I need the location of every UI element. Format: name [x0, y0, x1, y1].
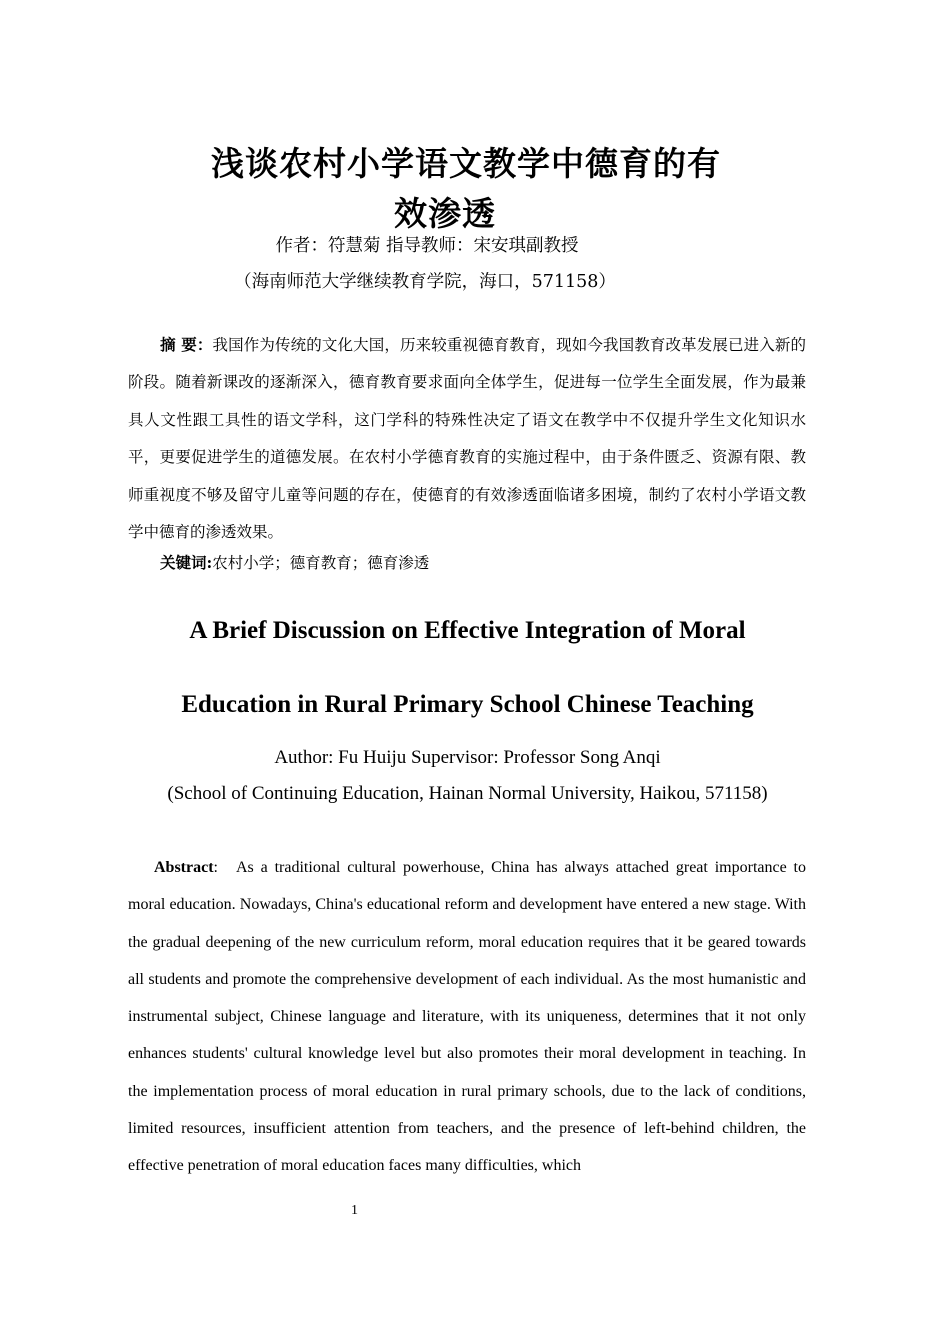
cn-keywords [160, 549, 429, 577]
en-title-line2: Education in Rural Primary School Chinese Teaching [181, 691, 754, 718]
page-number: 1 [351, 1203, 358, 1218]
cn-abstract-text: 我国作为传统的文化大国，历来较重视德育教育，现如今我国教育改革发展已进入新的阶段。随着新课改的逐渐深入，德育教育要求面向全体学生，促进每一位学生全面发展，作为最兼具人文性跟工具性的语文学科，这门学科的特殊性决定了语文在教学中不仅提升学生文化知识水平，更要促进学生的道德发展。在农村小学德育教育的实施过程中，由于条件匮乏、资源有限、教师重视度不够及留守儿童等问题的存在，使德育的有效渗透面临诸多困境，制约了农村小学语文教学中德育的渗透效果。 [128, 336, 806, 542]
en-affiliation-line: (School of Continuing Education, Hainan Normal University, Haikou, 571158) [167, 783, 768, 804]
cn-keywords-label: 关键词: [160, 553, 213, 572]
cn-author-line: 作者：符慧菊 指导教师：宋安琪副教授 [275, 236, 579, 256]
en-title-line1: A Brief Discussion on Effective Integration of Moral [189, 617, 746, 644]
cn-keywords-text: 农村小学；德育教育；德育渗透 [212, 554, 430, 572]
en-abstract-colon: : [213, 859, 218, 876]
cn-abstract-label: 摘 要： [160, 335, 213, 354]
en-abstract [128, 849, 806, 1185]
en-abstract-label: Abstract [154, 859, 214, 876]
cn-abstract [128, 326, 806, 551]
cn-affiliation-line: （海南师范大学继续教育学院，海口，571158） [234, 272, 616, 292]
en-abstract-text: As a traditional cultural powerhouse, China has always attached great importance to moral education. Nowadays, China's educational reform and development have entered a new stage. With the gradual deepening of the new curriculum reform, moral education requires that it be geared towards all students and promote the comprehensive development of each individual. As the most humanistic and instrumental subject, Chinese language and literature, with its uniqueness, determines that it not only enhances students' cultural knowledge level but also promotes their moral development in teaching. In the implementation process of moral education in rural primary schools, due to the lack of conditions, limited resources, insufficient attention from teachers, and the presence of left-behind children, the effective penetration of moral education faces many difficulties, which [128, 859, 806, 1175]
cn-title-line1: 浅谈农村小学语文教学中德育的有 [211, 144, 721, 183]
en-author-line: Author: Fu Huiju Supervisor: Professor Song Anqi [274, 747, 661, 768]
cn-title-line2: 效渗透 [394, 194, 496, 233]
